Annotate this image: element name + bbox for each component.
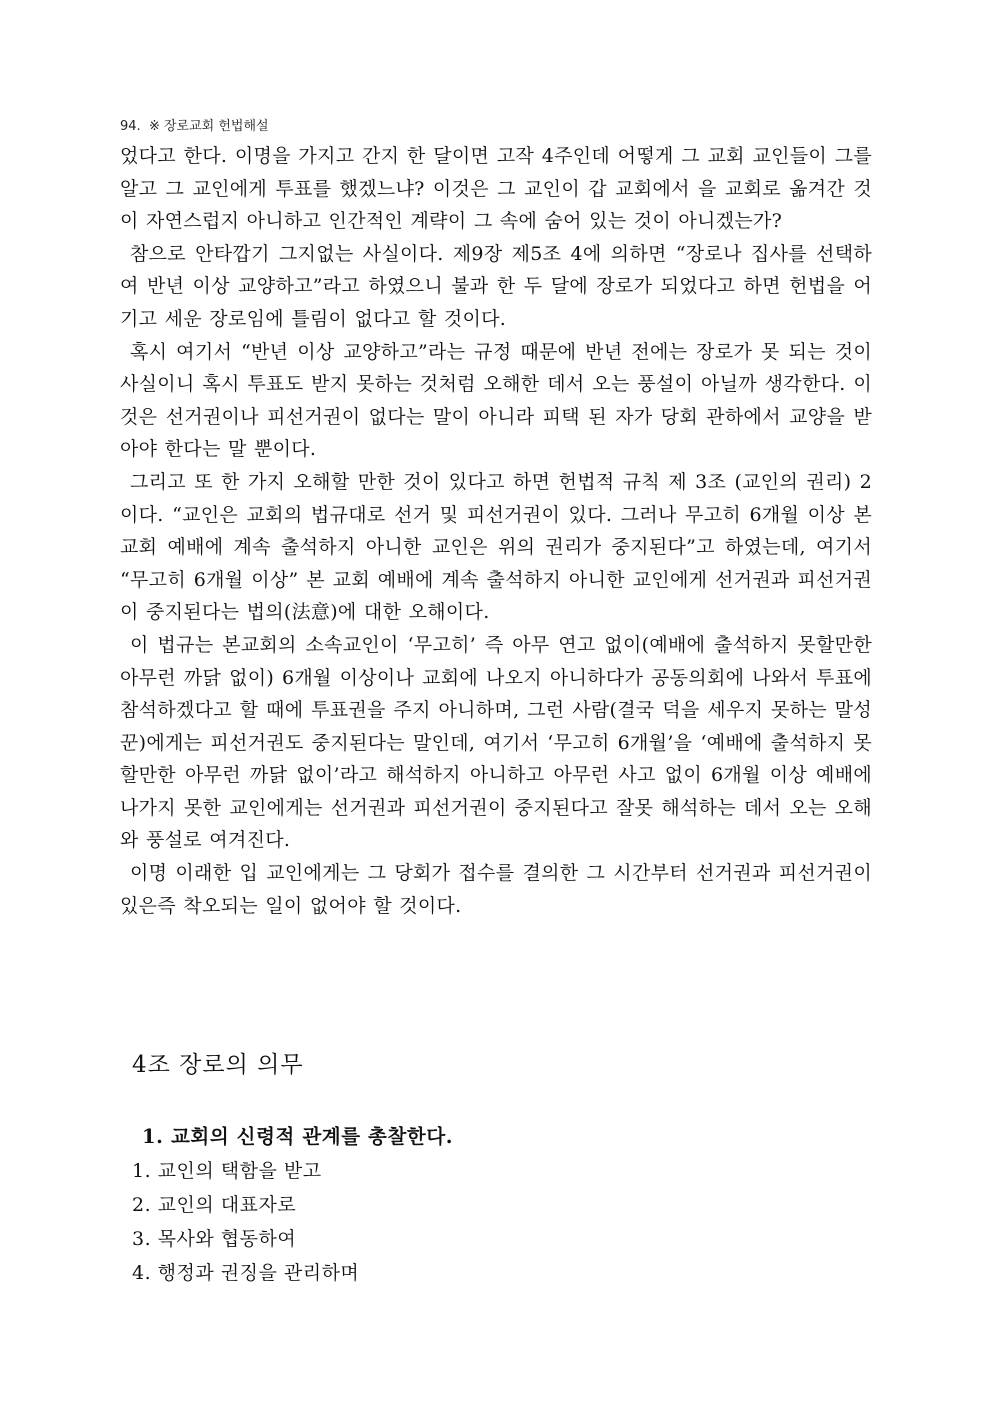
paragraph: 그리고 또 한 가지 오해할 만한 것이 있다고 하면 헌법적 규칙 제 3조 (교인의 권리) 2이다. “교인은 교회의 법규대로 선거 및 피선거권이 있다. 그러나 무고히 6개월 이상 본 교회 예배에 계속 출석하지 아니한 교인은 위의 권리가 중지된다”고 하였는데, 여기서 “무고히 6개월 이상” 본 교회 예배에 계속 출석하지 아니한 교인에게 선거권과 피선거권이 중지된다는 법의(法意)에 대한 오해이다.	[120, 470, 872, 624]
paragraph: 이 법규는 본교회의 소속교인이 ‘무고히’ 즉 아무 연고 없이(예배에 출석하지 못할만한 아무런 까닭 없이) 6개월 이상이나 교회에 나오지 아니하다가 공동의회에 나와서 투표에 참석하겠다고 할 때에 투표권을 주지 아니하며, 그런 사람(결국 덕을 세우지 못하는 말성꾼)에게는 피선거권도 중지된다는 말인데, 여기서 ‘무고히 6개월’을 ‘예배에 출석하지 못할만한 아무런 까닭 없이’라고 해석하지 아니하고 아무런 사고 없이 6개월 이상 예배에 나가지 못한 교인에게는 선거권과 피선거권이 중지된다고 잘못 해석하는 데서 오는 오해와 풍설로 여겨진다.	[120, 633, 872, 852]
paragraph: 이명 이래한 입 교인에게는 그 당회가 접수를 결의한 그 시간부터 선거권과 피선거권이 있은즉 착오되는 일이 없어야 할 것이다.	[120, 862, 872, 917]
duty-list	[132, 1154, 359, 1290]
section-title: 4조 장로의 의무	[132, 1052, 304, 1078]
list-item: 4. 행정과 권징을 관리하며	[132, 1262, 360, 1284]
paragraph: 었다고 한다. 이명을 가지고 간지 한 달이면 고작 4주인데 어떻게 그 교회 교인들이 그를 알고 그 교인에게 투표를 했겠느냐? 이것은 그 교인이 갑 교회에서 을 교회로 옮겨간 것이 자연스럽지 아니하고 인간적인 계략이 그 속에 숨어 있는 것이 아니겠는가?	[120, 145, 872, 233]
document-page	[120, 118, 872, 1284]
list-item: 3. 목사와 협동하여	[132, 1228, 297, 1250]
paragraph: 혹시 여기서 “반년 이상 교양하고”라는 규정 때문에 반년 전에는 장로가 못 되는 것이 사실이니 혹시 투표도 받지 못하는 것처럼 오해한 데서 오는 풍설이 아닐까 생각한다. 이것은 선거권이나 피선거권이 없다는 말이 아니라 피택 된 자가 당회 관하에서 교양을 받아야 한다는 말 뿐이다.	[120, 340, 872, 461]
duty-heading: 1. 교회의 신령적 관계를 총찰한다.	[142, 1125, 454, 1148]
body-text	[120, 140, 872, 922]
running-header	[120, 118, 872, 140]
running-title: ※ 장로교회 헌법해설	[148, 119, 269, 134]
paragraph: 참으로 안타깝기 그지없는 사실이다. 제9장 제5조 4에 의하면 “장로나 집사를 선택하여 반년 이상 교양하고”라고 하였으니 불과 한 두 달에 장로가 되었다고 하면 헌법을 어기고 세운 장로임에 틀림이 없다고 할 것이다.	[120, 242, 872, 330]
page-number: 94.	[120, 119, 141, 134]
list-item: 1. 교인의 택함을 받고	[132, 1160, 322, 1182]
list-item: 2. 교인의 대표자로	[132, 1194, 297, 1216]
